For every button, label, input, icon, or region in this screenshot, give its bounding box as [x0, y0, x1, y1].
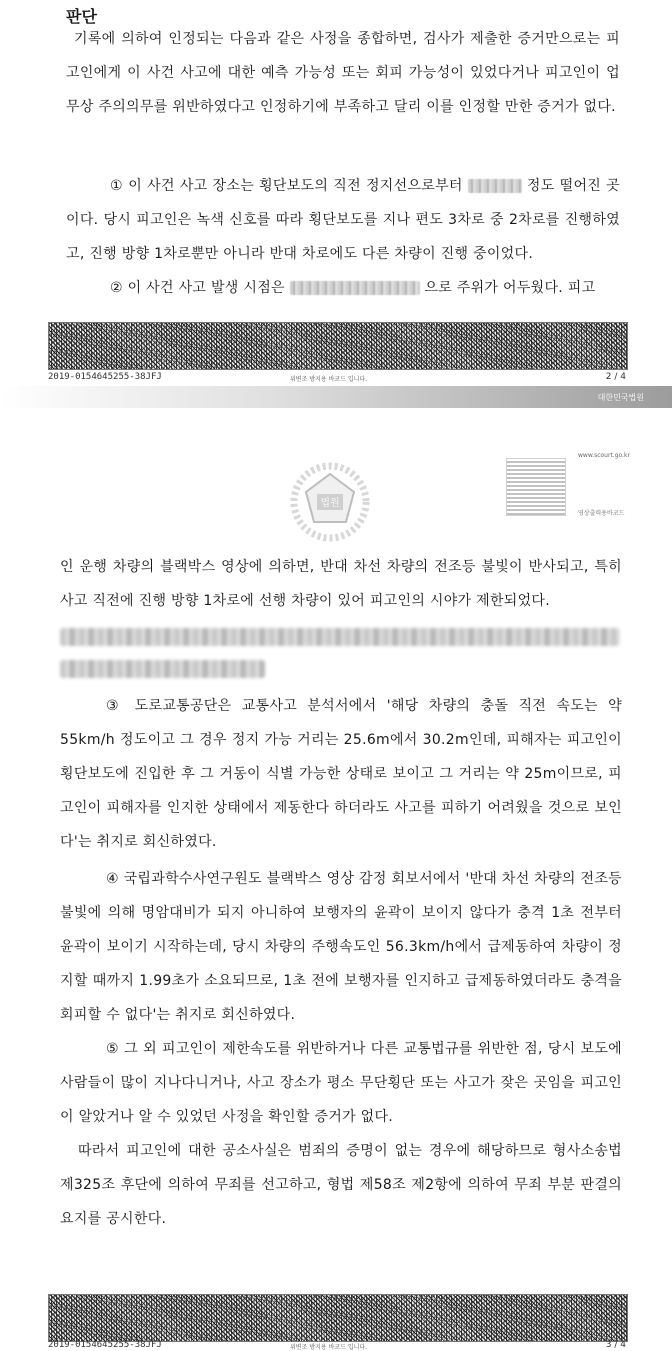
page-separator — [0, 386, 672, 408]
anti-forgery-barcode — [48, 322, 628, 370]
qr-code-icon — [506, 458, 566, 516]
page-number-2: 3 / 4 — [605, 1340, 626, 1350]
judgment-paragraph: 기록에 의하여 인정되는 다음과 같은 사정을 종합하면, 검사가 제출한 증거만으로는 피고인에게 이 사건 사고에 대한 예측 가능성 또는 회피 가능성이 있었다거나 피고인이 업무상 주의의무를 위반하였다고 인정하기에 부족하고 달리 이를 인정할 만한 증거가 없다. — [66, 31, 620, 115]
barcode-notice: 위변조 방지용 바코드 입니다. — [290, 376, 368, 383]
court-seal-icon — [290, 462, 370, 542]
seal-text: 법원 — [320, 498, 340, 509]
finding-item-2-text-a: ② 이 사건 사고 발생 시점은 — [110, 280, 285, 296]
finding-item-3: ③ 도로교통공단은 교통사고 분석서에서 '해당 차량의 충돌 직전 속도는 약 55km/h 정도이고 그 경우 정지 가능 거리는 25.6m에서 30.2m인데, 피해자는 피고인이 횡단보도에 진입한 후 그 거동이 식별 가능한 상태로 보이고 그 거리는 약 25m이므로, 피고인이 피해자를 인지한 상태에서 제동한다 하더라도 사고를 피하기 어려웠을 것으로 보인다'는 취지로 회신하였다. — [60, 698, 622, 850]
continued-paragraph: 인 운행 차량의 블랙박스 영상에 의하면, 반대 차선 차량의 전조등 불빛이 반사되고, 특히 사고 직전에 진행 방향 1차로에 선행 차량이 있어 피고인의 시야가 제한되었다. — [60, 559, 622, 609]
barcode-notice-2: 위변조 방지용 바코드 입니다. — [290, 1344, 368, 1351]
anti-forgery-barcode-2 — [48, 1294, 628, 1342]
court-label: 대한민국법원 — [597, 393, 644, 402]
finding-item-1-text-a: ① 이 사건 사고 장소는 횡단보도의 직전 정지선으로부터 — [110, 178, 463, 194]
section-heading: 판단 — [66, 7, 97, 26]
redacted-distance — [468, 179, 522, 193]
document-page-2 — [0, 0, 672, 405]
qr-code-label: 영상출력용바코드 — [578, 510, 625, 517]
finding-item-1-text-b: 정도 떨어진 곳이다. 당시 피고인은 녹색 신호를 따라 횡단보도를 지나 편도 3차로 중 2차로를 진행하였고, 진행 방향 1차로뿐만 아니라 반대 차로에도 다른 차량이 진행 중이었다. — [66, 178, 620, 262]
finding-item-5: ⑤ 그 외 피고인이 제한속도를 위반하거나 다른 교통법규를 위반한 점, 당시 보도에 사람들이 많이 지나다니거나, 사고 장소가 평소 무단횡단 또는 사고가 잦은 곳임을 피고인이 알았거나 알 수 있었던 사정을 확인할 증거가 없다. — [60, 1041, 622, 1125]
finding-item-2-text-b: 으로 주위가 어두웠다. 피고 — [424, 280, 596, 296]
page-number: 2 / 4 — [605, 372, 626, 382]
finding-item-4: ④ 국립과학수사연구원도 블랙박스 영상 감정 회보서에서 '반대 차선 차량의 전조등 불빛에 의해 명암대비가 되지 아니하여 보행자의 윤곽이 보이지 않다가 충격 1초 전부터 윤곽이 보이기 시작하는데, 당시 차량의 주행속도인 56.3km/h에서 급제동하여 차량이 정지할 때까지 1.99초가 소요되므로, 1초 전에 보행자를 인지하고 급제동하였더라도 충격을 회피할 수 없다'는 취지로 회신하였다. — [60, 871, 622, 1023]
conclusion-paragraph: 따라서 피고인에 대한 공소사실은 범죄의 증명이 없는 경우에 해당하므로 형사소송법 제325조 후단에 의하여 무죄를 선고하고, 형법 제58조 제2항에 의하여 무죄 부분 판결의 요지를 공시한다. — [60, 1143, 622, 1227]
finding-item-1 — [66, 169, 620, 271]
finding-item-2 — [66, 271, 620, 305]
redacted-datetime — [290, 281, 420, 295]
document-id: 2019-0154645255-38JFJ — [48, 372, 162, 382]
court-url: www.scourt.go.kr — [578, 452, 630, 459]
document-id-2: 2019-0154645255-38JFJ — [48, 1340, 162, 1350]
